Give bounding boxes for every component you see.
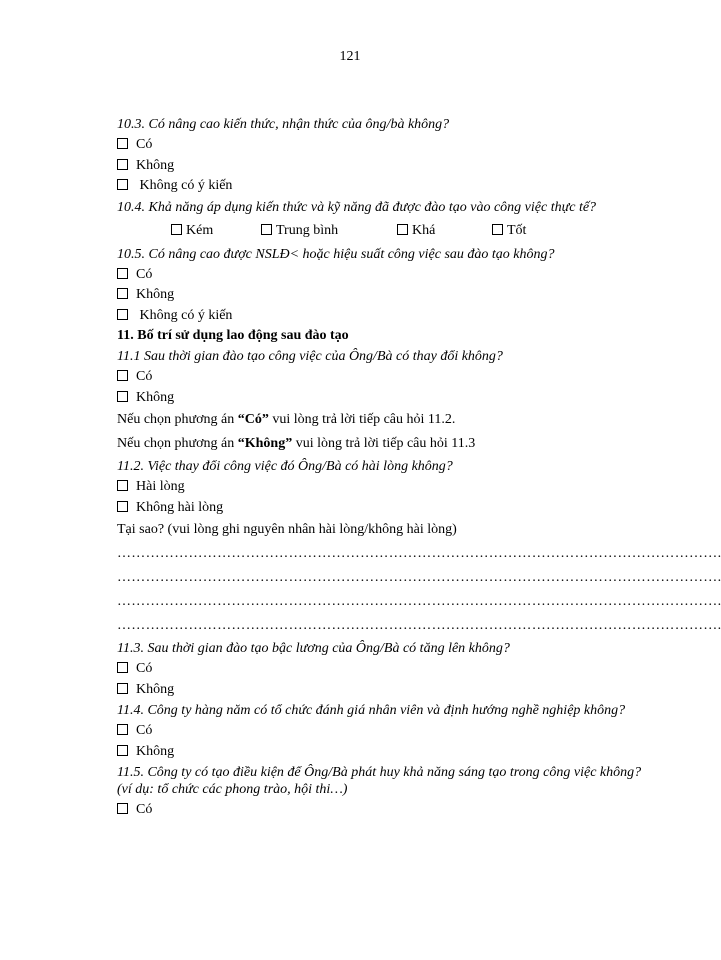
option-item[interactable]: Có xyxy=(117,721,654,742)
rating-options xyxy=(117,218,654,244)
option-item[interactable]: Kém xyxy=(171,218,261,244)
question-11-3: 11.3. Sau thời gian đào tạo bậc lương của Ông/Bà có tăng lên không? xyxy=(117,641,510,656)
option-item[interactable]: Có xyxy=(117,265,654,286)
option-item[interactable]: Có xyxy=(117,135,654,156)
question-10-4: 10.4. Khả năng áp dụng kiến thức và kỹ năng đã được đào tạo vào công việc thực tế? xyxy=(117,199,597,215)
option-item[interactable]: Không có ý kiến xyxy=(117,306,654,327)
option-item[interactable]: Tốt xyxy=(492,218,526,244)
checkbox-icon[interactable] xyxy=(117,268,128,279)
answer-line[interactable]: ………………………………………………………………………………………………………………. xyxy=(117,546,721,561)
answer-line[interactable]: ………………………………………………………………………………………………………………. xyxy=(117,570,721,585)
checkbox-icon[interactable] xyxy=(117,309,128,320)
option-item[interactable]: Không xyxy=(117,388,654,409)
checkbox-icon[interactable] xyxy=(171,224,182,235)
checkbox-icon[interactable] xyxy=(117,480,128,491)
answer-line[interactable]: ………………………………………………………………………………………………………………. xyxy=(117,618,721,633)
checkbox-icon[interactable] xyxy=(117,138,128,149)
checkbox-icon[interactable] xyxy=(117,501,128,512)
checkbox-icon[interactable] xyxy=(117,370,128,381)
option-item[interactable]: Trung bình xyxy=(261,218,397,244)
survey-content xyxy=(117,114,721,817)
option-item[interactable]: Có xyxy=(117,800,654,820)
checkbox-icon[interactable] xyxy=(117,159,128,170)
why-prompt: Tại sao? (vui lòng ghi nguyên nhân hài lòng/không hài lòng) xyxy=(117,522,457,537)
answer-line[interactable]: ………………………………………………………………………………………………………………. xyxy=(117,594,721,609)
option-item[interactable]: Không xyxy=(117,156,654,177)
question-10-3: 10.3. Có nâng cao kiến thức, nhận thức của ông/bà không? xyxy=(117,117,450,132)
option-item[interactable]: Không xyxy=(117,285,654,306)
page-number: 121 xyxy=(339,49,361,64)
checkbox-icon[interactable] xyxy=(492,224,503,235)
checkbox-icon[interactable] xyxy=(117,391,128,402)
question-11-4: 11.4. Công ty hàng năm có tổ chức đánh giá nhân viên và định hướng nghề nghiệp không? xyxy=(117,703,626,718)
option-item[interactable]: Có xyxy=(117,367,654,388)
section-title-11: 11. Bố trí sử dụng lao động sau đào tạo xyxy=(117,328,349,343)
instruction-note: Nếu chọn phương án “Không” vui lòng trả lời tiếp câu hỏi 11.3 xyxy=(117,436,476,451)
question-10-5: 10.5. Có nâng cao được NSLĐ< hoặc hiệu suất công việc sau đào tạo không? xyxy=(117,246,555,262)
question-11-1: 11.1 Sau thời gian đào tạo công việc của Ông/Bà có thay đổi không? xyxy=(117,349,503,364)
checkbox-icon[interactable] xyxy=(261,224,272,235)
checkbox-icon[interactable] xyxy=(117,803,128,814)
option-item[interactable]: Không có ý kiến xyxy=(117,176,654,197)
option-item[interactable]: Không xyxy=(117,742,654,763)
checkbox-icon[interactable] xyxy=(117,745,128,756)
option-item[interactable]: Có xyxy=(117,659,654,680)
instruction-note: Nếu chọn phương án “Có” vui lòng trả lời tiếp câu hỏi 11.2. xyxy=(117,412,456,427)
checkbox-icon[interactable] xyxy=(117,288,128,299)
option-item[interactable]: Không xyxy=(117,680,654,701)
question-11-5: 11.5. Công ty có tạo điều kiện để Ông/Bà phát huy khả năng sáng tạo trong công việc không? (ví dụ: tổ chức các phong trào, hội thi…) xyxy=(117,765,642,797)
checkbox-icon[interactable] xyxy=(117,662,128,673)
cropped-option-wrapper xyxy=(117,800,654,817)
question-11-2: 11.2. Việc thay đổi công việc đó Ông/Bà có hài lòng không? xyxy=(117,459,453,474)
checkbox-icon[interactable] xyxy=(117,179,128,190)
checkbox-icon[interactable] xyxy=(397,224,408,235)
checkbox-icon[interactable] xyxy=(117,724,128,735)
option-item[interactable]: Không hài lòng xyxy=(117,498,654,519)
option-item[interactable]: Hài lòng xyxy=(117,477,654,498)
option-item[interactable]: Khá xyxy=(397,218,492,244)
checkbox-icon[interactable] xyxy=(117,683,128,694)
